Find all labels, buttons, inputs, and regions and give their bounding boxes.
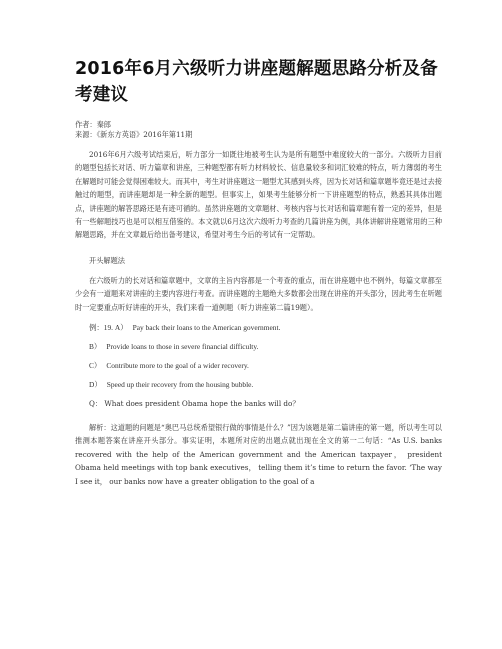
section-paragraph: 在六级听力的长对话和篇章题中，文章的主旨内容都是一个考查的重点，而在讲座题中也不例外，每篇文章都至少会有一道题来对讲座的主要内容进行考查。而讲座题的主题绝大多数都会出现在讲座的开头部分，因此考生在听题时一定要重点听好讲座的开头，我们来看一道例题（听力讲座第二篇19题）。: [75, 275, 442, 312]
option-label: C）: [89, 361, 102, 371]
option-label: D）: [89, 380, 102, 390]
article-title: 2016年6月六级听力讲座题解题思路分析及备考建议: [75, 59, 438, 105]
option-label: 例：19. A）: [89, 323, 128, 333]
analysis-paragraph: 解析：这道题的问题是“奥巴马总统希望银行做的事情是什么？”因为该题是第二篇讲座的第一题，所以考生可以推测本题答案在讲座开头部分。事实证明，本题所对应的出题点就出现在全文的第一二句话：“As U.S. banks recovered with the help of the American government and the American taxpayer， president Obama held meetings with top bank executives， telling them it’s time to return the favor. ‘The way I see it， our banks now have a greater obligation to the goal of a: [75, 423, 442, 486]
option-text: Speed up their recovery from the housing bubble.: [106, 380, 254, 390]
author-line: 作者：秦郎: [75, 120, 111, 129]
intro-paragraph: 2016年6月六级考试结束后，听力部分一如既往地被考生认为是所有题型中难度较大的一部分。六级听力目前的题型包括长对话、听力篇章和讲座，三种题型都有听力材料较长、信息量较多和词汇较难的特点，听力薄弱的考生在解题时可能会觉得困难较大。而其中，考生对讲座题这一题型尤其感到头疼，因为长对话和篇章题毕竟还是过去接触过的题型，而讲座题却是一种全新的题型。但事实上，如果考生能够分析一下讲座题型的特点，熟悉其具体出题点，讲座题的解答思路还是有迹可循的。虽然讲座题的文章题材、考核内容与长对话和篇章题有着一定的差异，但是有一些解题技巧也是可以相互借鉴的。本文就以6月这次六级听力考查的几篇讲座为例，具体讲解讲座题常用的三种解题思路，并在文章最后给出备考建议，希望对考生今后的考试有一定帮助。: [75, 150, 442, 240]
option-text: Provide loans to those in severe financial difficulty.: [106, 342, 259, 352]
option-c: [89, 361, 442, 371]
option-text: Pay back their loans to the American government.: [132, 323, 281, 333]
question-line: Q： What does president Obama hope the banks will do？: [89, 399, 300, 409]
option-text: Contribute more to the goal of a wider recovery.: [106, 361, 249, 371]
option-b: [89, 342, 442, 352]
option-d: [89, 380, 442, 390]
section-heading: 开头解题法: [89, 255, 125, 265]
source-line: 来源：《新东方英语》2016年第11期: [75, 130, 193, 139]
option-a: [89, 323, 442, 333]
option-label: B）: [89, 342, 102, 352]
